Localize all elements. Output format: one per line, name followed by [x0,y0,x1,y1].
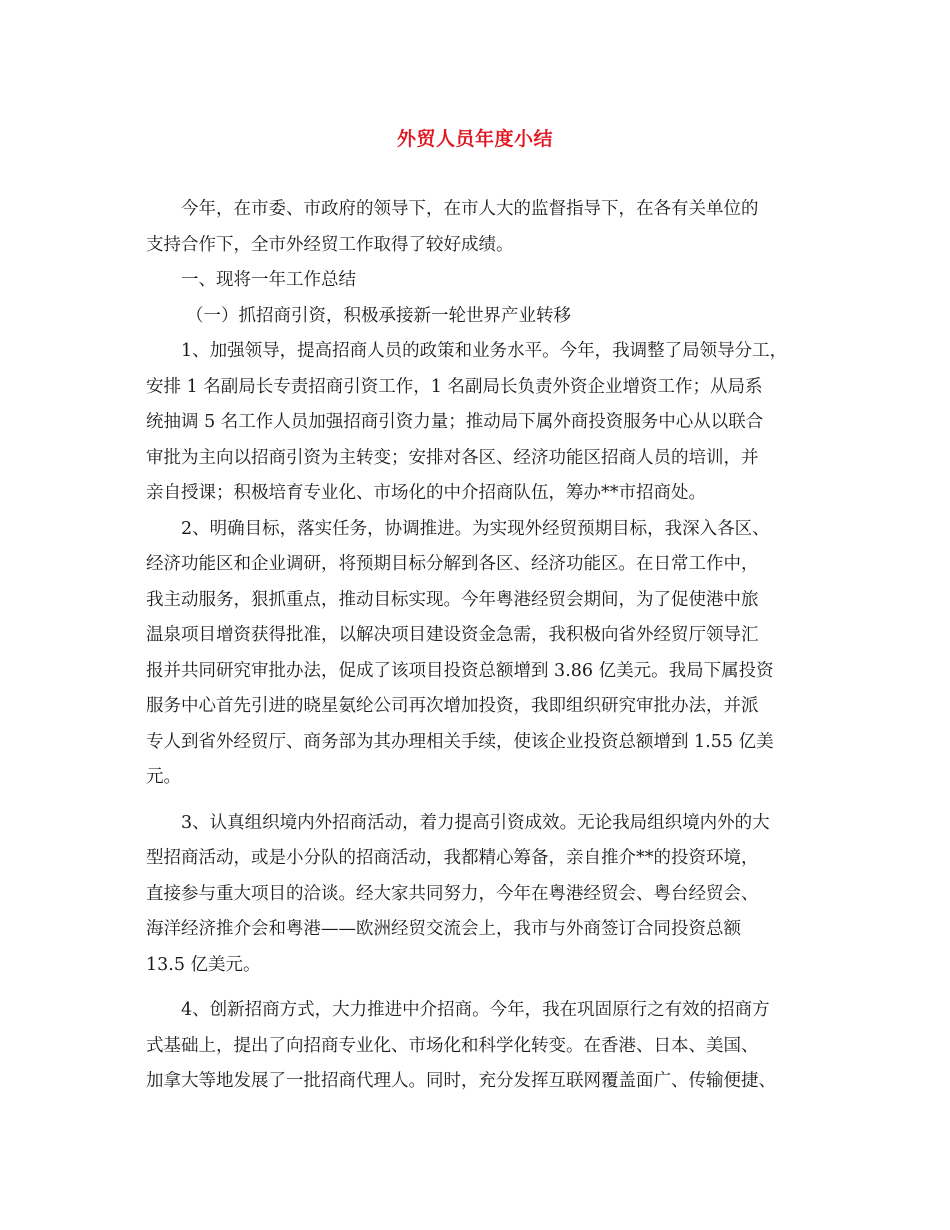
paragraph-line: 海洋经济推介会和粤港——欧洲经贸交流会上，我市与外商签订合同投资总额 [146,919,741,939]
paragraph-line: 式基础上，提出了向招商专业化、市场化和科学化转变。在香港、日本、美国、 [146,1035,759,1056]
paragraph-line: 报并共同研究审批办法，促成了该项目投资总额增到 3.86 亿美元。我局下属投资 [146,660,774,681]
subsection-heading: （一）抓招商引资，积极承接新一轮世界产业转移 [186,305,571,326]
paragraph-line: 亲自授课；积极培育专业化、市场化的中介招商队伍，筹办**市招商处。 [146,483,706,503]
paragraph-line: 审批为主向以招商引资为主转变；安排对各区、经济功能区招商人员的培训，并 [146,447,759,468]
paragraph-line: 直接参与重大项目的洽谈。经大家共同努力，今年在粤港经贸会、粤台经贸会、 [146,883,759,904]
paragraph-line: 经济功能区和企业调研，将预期目标分解到各区、经济功能区。在日常工作中， [146,554,759,574]
paragraph-line: 今年，在市委、市政府的领导下，在市人大的监督指导下，在各有关单位的 [181,199,759,219]
paragraph-line: 我主动服务，狠抓重点，推动目标实现。今年粤港经贸会期间，为了促使港中旅 [146,589,759,610]
paragraph-line: 安排 1 名副局长专责招商引资工作，1 名副局长负责外资企业增资工作；从局系 [146,376,763,397]
paragraph-line: 统抽调 5 名工作人员加强招商引资力量；推动局下属外商投资服务中心从以联合 [146,412,764,432]
paragraph-line: 温泉项目增资获得批准，以解决项目建设资金急需，我积极向省外经贸厅领导汇 [146,625,759,645]
paragraph-line: 元。 [146,767,181,787]
document-title: 外贸人员年度小结 [396,128,553,150]
paragraph-line: 1、加强领导，提高招商人员的政策和业务水平。今年，我调整了局领导分工， [181,341,788,361]
paragraph-line: 专人到省外经贸厅、商务部为其办理相关手续，使该企业投资总额增到 1.55 亿美 [146,731,774,752]
paragraph-line: 加拿大等地发展了一批招商代理人。同时，充分发挥互联网覆盖面广、传输便捷、 [146,1071,776,1091]
section-heading: 一、现将一年工作总结 [181,270,356,290]
paragraph-line: 2、明确目标，落实任务，协调推进。为实现外经贸预期目标，我深入各区、 [181,518,770,539]
paragraph-line: 支持合作下，全市外经贸工作取得了较好成绩。 [146,234,514,255]
paragraph-line: 型招商活动，或是小分队的招商活动，我都精心筹备，亲自推介**的投资环境， [146,848,759,868]
paragraph-line: 4、创新招商方式，大力推进中介招商。今年，我在巩固原行之有效的招商方 [181,1000,770,1020]
paragraph-line: 服务中心首先引进的晓星氨纶公司再次增加投资，我即组织研究审批办法，并派 [146,696,759,716]
paragraph-line: 3、认真组织境内外招商活动，着力提高引资成效。无论我局组织境内外的大 [181,812,770,833]
document-body [146,192,818,1100]
paragraph-line: 13.5 亿美元。 [146,954,261,975]
